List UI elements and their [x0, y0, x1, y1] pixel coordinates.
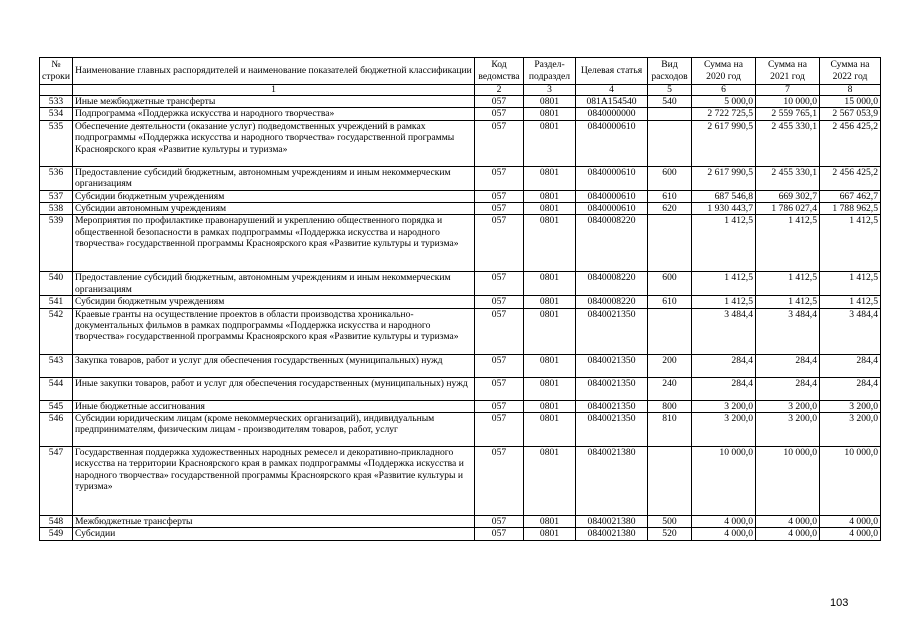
row-section: 0801: [524, 308, 576, 354]
row-department-code: 057: [475, 447, 524, 516]
row-sum-2022: 284,4: [820, 377, 881, 400]
row-sum-2021: 10 000,0: [756, 447, 820, 516]
row-target-article: 0840008220: [576, 215, 648, 272]
row-expense-type: 620: [648, 203, 692, 215]
row-target-article: 0840021350: [576, 377, 648, 400]
row-section: 0801: [524, 296, 576, 308]
row-target-article: 0840008220: [576, 272, 648, 296]
row-sum-2022: 284,4: [820, 354, 881, 377]
header-sum-2021: Сумма на 2021 год: [756, 58, 820, 85]
column-number: 3: [524, 85, 576, 96]
row-department-code: 057: [475, 215, 524, 272]
table-row: [40, 203, 881, 215]
row-department-code: 057: [475, 120, 524, 166]
row-department-code: 057: [475, 190, 524, 202]
row-sum-2022: 1 412,5: [820, 296, 881, 308]
row-expense-type: 540: [648, 96, 692, 108]
column-number-row: [40, 85, 881, 96]
row-name: Субсидии бюджетным учреждениям: [73, 190, 475, 202]
row-target-article: 0840008220: [576, 296, 648, 308]
row-sum-2021: 284,4: [756, 377, 820, 400]
row-department-code: 057: [475, 203, 524, 215]
row-name: Закупка товаров, работ и услуг для обеспечения государственных (муниципальных) нужд: [73, 354, 475, 377]
row-sum-2021: 2 455 330,1: [756, 120, 820, 166]
row-sum-2022: 10 000,0: [820, 447, 881, 516]
row-expense-type: 810: [648, 413, 692, 447]
column-number: 2: [475, 85, 524, 96]
column-number: 6: [692, 85, 756, 96]
row-sum-2021: 4 000,0: [756, 528, 820, 540]
row-target-article: 0840021380: [576, 528, 648, 540]
row-number: 533: [40, 96, 73, 108]
row-sum-2020: 284,4: [692, 354, 756, 377]
row-expense-type: 200: [648, 354, 692, 377]
row-section: 0801: [524, 96, 576, 108]
row-target-article: 0840021380: [576, 516, 648, 528]
row-expense-type: [648, 447, 692, 516]
row-department-code: 057: [475, 528, 524, 540]
row-sum-2021: 3 484,4: [756, 308, 820, 354]
row-department-code: 057: [475, 166, 524, 190]
row-number: 545: [40, 400, 73, 412]
row-target-article: 0840021350: [576, 413, 648, 447]
budget-table: [39, 57, 881, 541]
row-sum-2021: 2 559 765,1: [756, 108, 820, 120]
row-sum-2022: 1 412,5: [820, 272, 881, 296]
row-section: 0801: [524, 215, 576, 272]
row-number: 544: [40, 377, 73, 400]
column-number: 5: [648, 85, 692, 96]
row-department-code: 057: [475, 296, 524, 308]
row-number: 546: [40, 413, 73, 447]
row-target-article: 0840000000: [576, 108, 648, 120]
row-number: 539: [40, 215, 73, 272]
row-number: 543: [40, 354, 73, 377]
row-sum-2020: 3 200,0: [692, 400, 756, 412]
header-name: Наименование главных распорядителей и наименование показателей бюджетной классификации: [73, 58, 475, 85]
row-sum-2020: 1 930 443,7: [692, 203, 756, 215]
row-name: Краевые гранты на осуществление проектов в области производства хроникально-документальных фильмов в рамках подпрограммы «Поддержка искусства и народного творчества» государственной программы Красноярского края «Развитие культуры и туризма»: [73, 308, 475, 354]
row-number: 534: [40, 108, 73, 120]
row-sum-2022: 15 000,0: [820, 96, 881, 108]
table-row: [40, 528, 881, 540]
header-section: Раздел-подраздел: [524, 58, 576, 85]
row-expense-type: [648, 120, 692, 166]
table-row: [40, 308, 881, 354]
row-section: 0801: [524, 400, 576, 412]
row-name: Иные бюджетные ассигнования: [73, 400, 475, 412]
row-section: 0801: [524, 377, 576, 400]
row-target-article: 0840021350: [576, 308, 648, 354]
row-sum-2021: 284,4: [756, 354, 820, 377]
row-sum-2022: 2 567 053,9: [820, 108, 881, 120]
row-expense-type: 610: [648, 296, 692, 308]
row-expense-type: 240: [648, 377, 692, 400]
row-sum-2020: 1 412,5: [692, 296, 756, 308]
row-section: 0801: [524, 120, 576, 166]
row-target-article: 0840000610: [576, 166, 648, 190]
row-sum-2021: 3 200,0: [756, 400, 820, 412]
row-sum-2020: 1 412,5: [692, 215, 756, 272]
table-row: [40, 296, 881, 308]
table-row: [40, 272, 881, 296]
header-target-article: Целевая статья: [576, 58, 648, 85]
column-number: [40, 85, 73, 96]
row-section: 0801: [524, 272, 576, 296]
header-department-code: Код ведомства: [475, 58, 524, 85]
row-target-article: 0840021350: [576, 354, 648, 377]
row-number: 536: [40, 166, 73, 190]
row-name: Субсидии автономным учреждениям: [73, 203, 475, 215]
row-sum-2020: 2 617 990,5: [692, 120, 756, 166]
row-name: Государственная поддержка художественных народных ремесел и декоративно-прикладного искусства на территории Красноярского края в рамках подпрограммы «Поддержка искусства и народного творчества» государственной программы Красноярского края «Развитие культуры и туризма»: [73, 447, 475, 516]
row-target-article: 0840000610: [576, 203, 648, 215]
row-number: 548: [40, 516, 73, 528]
row-sum-2021: 2 455 330,1: [756, 166, 820, 190]
row-expense-type: 600: [648, 272, 692, 296]
row-number: 537: [40, 190, 73, 202]
row-sum-2021: 10 000,0: [756, 96, 820, 108]
row-sum-2022: 4 000,0: [820, 528, 881, 540]
row-name: Субсидии юридическим лицам (кроме некоммерческих организаций), индивидуальным предпринимателям, физическим лицам - производителям товаров, работ, услуг: [73, 413, 475, 447]
row-number: 540: [40, 272, 73, 296]
table-row: [40, 447, 881, 516]
table-row: [40, 377, 881, 400]
row-sum-2021: 1 412,5: [756, 215, 820, 272]
header-sum-2022: Сумма на 2022 год: [820, 58, 881, 85]
row-sum-2021: 4 000,0: [756, 516, 820, 528]
page-number: 103: [830, 597, 849, 609]
row-number: 541: [40, 296, 73, 308]
row-sum-2020: 10 000,0: [692, 447, 756, 516]
row-sum-2020: 3 200,0: [692, 413, 756, 447]
row-sum-2020: 4 000,0: [692, 528, 756, 540]
row-name: Предоставление субсидий бюджетным, автономным учреждениям и иным некоммерческим организациям: [73, 272, 475, 296]
header-row-number: № строки: [40, 58, 73, 85]
row-expense-type: 610: [648, 190, 692, 202]
table-row: [40, 120, 881, 166]
row-department-code: 057: [475, 413, 524, 447]
row-sum-2020: 1 412,5: [692, 272, 756, 296]
column-number: 8: [820, 85, 881, 96]
row-name: Межбюджетные трансферты: [73, 516, 475, 528]
row-name: Подпрограмма «Поддержка искусства и народного творчества»: [73, 108, 475, 120]
row-number: 547: [40, 447, 73, 516]
row-sum-2022: 4 000,0: [820, 516, 881, 528]
row-name: Субсидии бюджетным учреждениям: [73, 296, 475, 308]
row-department-code: 057: [475, 377, 524, 400]
row-name: Иные закупки товаров, работ и услуг для обеспечения государственных (муниципальных) нужд: [73, 377, 475, 400]
row-sum-2021: 3 200,0: [756, 413, 820, 447]
row-sum-2020: 5 000,0: [692, 96, 756, 108]
row-expense-type: 800: [648, 400, 692, 412]
row-sum-2020: 2 617 990,5: [692, 166, 756, 190]
row-sum-2021: 1 412,5: [756, 272, 820, 296]
row-sum-2022: 3 484,4: [820, 308, 881, 354]
row-department-code: 057: [475, 96, 524, 108]
row-sum-2022: 2 456 425,2: [820, 120, 881, 166]
row-department-code: 057: [475, 308, 524, 354]
row-department-code: 057: [475, 354, 524, 377]
table-row: [40, 166, 881, 190]
row-section: 0801: [524, 203, 576, 215]
row-department-code: 057: [475, 400, 524, 412]
table-row: [40, 516, 881, 528]
row-section: 0801: [524, 516, 576, 528]
row-sum-2021: 669 302,7: [756, 190, 820, 202]
column-number: 7: [756, 85, 820, 96]
row-name: Предоставление субсидий бюджетным, автономным учреждениям и иным некоммерческим организациям: [73, 166, 475, 190]
row-expense-type: [648, 108, 692, 120]
budget-table-sheet: [39, 57, 880, 541]
header-expense-type: Вид расходов: [648, 58, 692, 85]
row-number: 549: [40, 528, 73, 540]
row-section: 0801: [524, 528, 576, 540]
row-section: 0801: [524, 354, 576, 377]
row-number: 538: [40, 203, 73, 215]
row-sum-2021: 1 786 027,4: [756, 203, 820, 215]
row-section: 0801: [524, 108, 576, 120]
row-expense-type: [648, 215, 692, 272]
column-number: 1: [73, 85, 475, 96]
row-department-code: 057: [475, 272, 524, 296]
row-section: 0801: [524, 413, 576, 447]
row-sum-2022: 1 788 962,5: [820, 203, 881, 215]
column-number: 4: [576, 85, 648, 96]
row-expense-type: 500: [648, 516, 692, 528]
row-target-article: 0840000610: [576, 190, 648, 202]
header-row: [40, 58, 881, 85]
row-sum-2021: 1 412,5: [756, 296, 820, 308]
header-sum-2020: Сумма на 2020 год: [692, 58, 756, 85]
row-name: Обеспечение деятельности (оказание услуг) подведомственных учреждений в рамках подпрограммы «Поддержка искусства и народного творчества» государственной программы Красноярского края «Развитие культуры и туризма»: [73, 120, 475, 166]
row-sum-2022: 667 462,7: [820, 190, 881, 202]
row-number: 535: [40, 120, 73, 166]
row-expense-type: 600: [648, 166, 692, 190]
row-sum-2020: 687 546,8: [692, 190, 756, 202]
table-row: [40, 413, 881, 447]
row-sum-2020: 4 000,0: [692, 516, 756, 528]
row-target-article: 0840021380: [576, 447, 648, 516]
row-section: 0801: [524, 190, 576, 202]
row-sum-2022: 3 200,0: [820, 413, 881, 447]
row-section: 0801: [524, 166, 576, 190]
row-target-article: 0840000610: [576, 120, 648, 166]
row-sum-2020: 284,4: [692, 377, 756, 400]
row-sum-2022: 3 200,0: [820, 400, 881, 412]
row-target-article: 081A154540: [576, 96, 648, 108]
table-row: [40, 400, 881, 412]
row-section: 0801: [524, 447, 576, 516]
table-row: [40, 190, 881, 202]
row-number: 542: [40, 308, 73, 354]
table-row: [40, 108, 881, 120]
row-expense-type: 520: [648, 528, 692, 540]
row-department-code: 057: [475, 108, 524, 120]
row-target-article: 0840021350: [576, 400, 648, 412]
row-sum-2020: 3 484,4: [692, 308, 756, 354]
row-name: Мероприятия по профилактике правонарушений и укреплению общественного порядка и общественной безопасности в рамках подпрограммы «Поддержка искусства и народного творчества» государственной программы Красноярского края «Развитие культуры и туризма»: [73, 215, 475, 272]
row-name: Субсидии: [73, 528, 475, 540]
table-row: [40, 96, 881, 108]
row-department-code: 057: [475, 516, 524, 528]
row-sum-2022: 1 412,5: [820, 215, 881, 272]
row-name: Иные межбюджетные трансферты: [73, 96, 475, 108]
row-sum-2022: 2 456 425,2: [820, 166, 881, 190]
table-row: [40, 215, 881, 272]
table-row: [40, 354, 881, 377]
row-expense-type: [648, 308, 692, 354]
row-sum-2020: 2 722 725,5: [692, 108, 756, 120]
